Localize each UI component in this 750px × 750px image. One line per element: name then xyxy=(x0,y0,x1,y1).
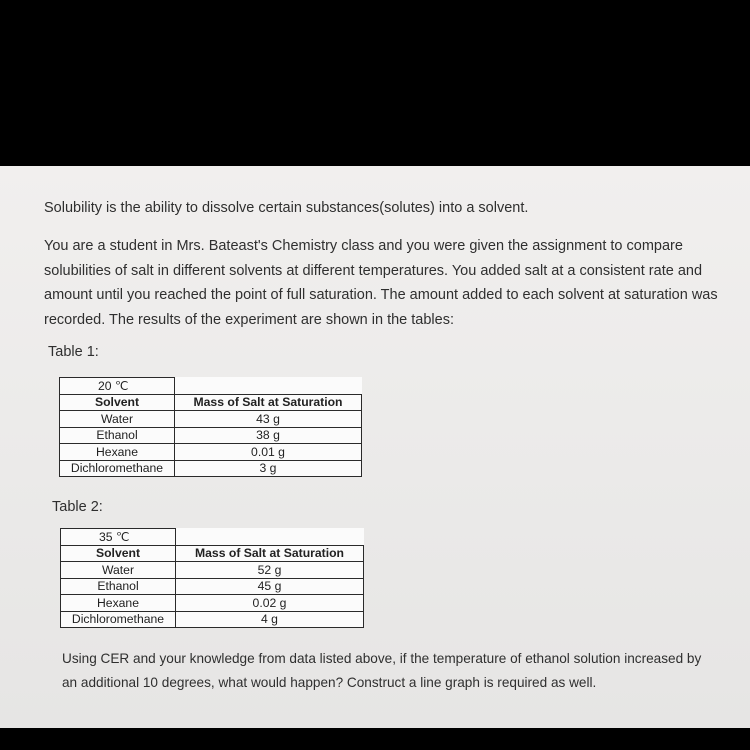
header-solvent: Solvent xyxy=(60,394,175,411)
solvent-cell: Hexane xyxy=(61,595,176,612)
table-row xyxy=(61,611,364,628)
mass-cell: 38 g xyxy=(175,427,362,444)
table-1-label: Table 1: xyxy=(48,344,99,360)
table-row xyxy=(60,460,362,477)
table-2-label: Table 2: xyxy=(52,499,103,515)
solvent-cell: Water xyxy=(61,562,176,579)
question-text: Using CER and your knowledge from data listed above, if the temperature of ethanol solution increased by an additional 10 degrees, what would happen? Construct a line graph is required as well. xyxy=(62,651,702,690)
table-row xyxy=(61,529,364,546)
table-1 xyxy=(59,377,362,477)
table-row xyxy=(61,578,364,595)
worksheet-page xyxy=(0,166,750,728)
mass-cell: 0.02 g xyxy=(176,595,364,612)
table-row xyxy=(60,427,362,444)
table-2 xyxy=(60,528,364,628)
table-header-row xyxy=(61,545,364,562)
table-header-row xyxy=(60,394,362,411)
mass-cell: 45 g xyxy=(176,578,364,595)
table-row xyxy=(61,595,364,612)
intro-text: Solubility is the ability to dissolve certain substances(solutes) into a solvent. xyxy=(44,200,529,216)
solvent-cell: Water xyxy=(60,411,175,428)
mass-cell: 43 g xyxy=(175,411,362,428)
mass-cell: 4 g xyxy=(176,611,364,628)
mass-cell: 3 g xyxy=(175,460,362,477)
solvent-cell: Dichloromethane xyxy=(60,460,175,477)
solvent-cell: Ethanol xyxy=(61,578,176,595)
table-2-temperature: 35 ℃ xyxy=(61,529,176,546)
header-mass: Mass of Salt at Saturation xyxy=(176,545,364,562)
mass-cell: 0.01 g xyxy=(175,444,362,461)
solvent-cell: Ethanol xyxy=(60,427,175,444)
table-row xyxy=(60,444,362,461)
solvent-cell: Hexane xyxy=(60,444,175,461)
solvent-cell: Dichloromethane xyxy=(61,611,176,628)
table-row xyxy=(60,411,362,428)
header-mass: Mass of Salt at Saturation xyxy=(175,394,362,411)
mass-cell: 52 g xyxy=(176,562,364,579)
header-solvent: Solvent xyxy=(61,545,176,562)
instructions-paragraph: You are a student in Mrs. Bateast's Chemistry class and you were given the assignment to compare solubilities of salt in different solvents at different temperatures. You added salt at a consistent rate and amount until you reached the point of full saturation. The amount added to each solvent at saturation was recorded. The results of the experiment are shown in the tables: xyxy=(44,238,718,328)
table-1-temperature: 20 ℃ xyxy=(60,378,175,395)
table-row xyxy=(61,562,364,579)
table-row xyxy=(60,378,362,395)
